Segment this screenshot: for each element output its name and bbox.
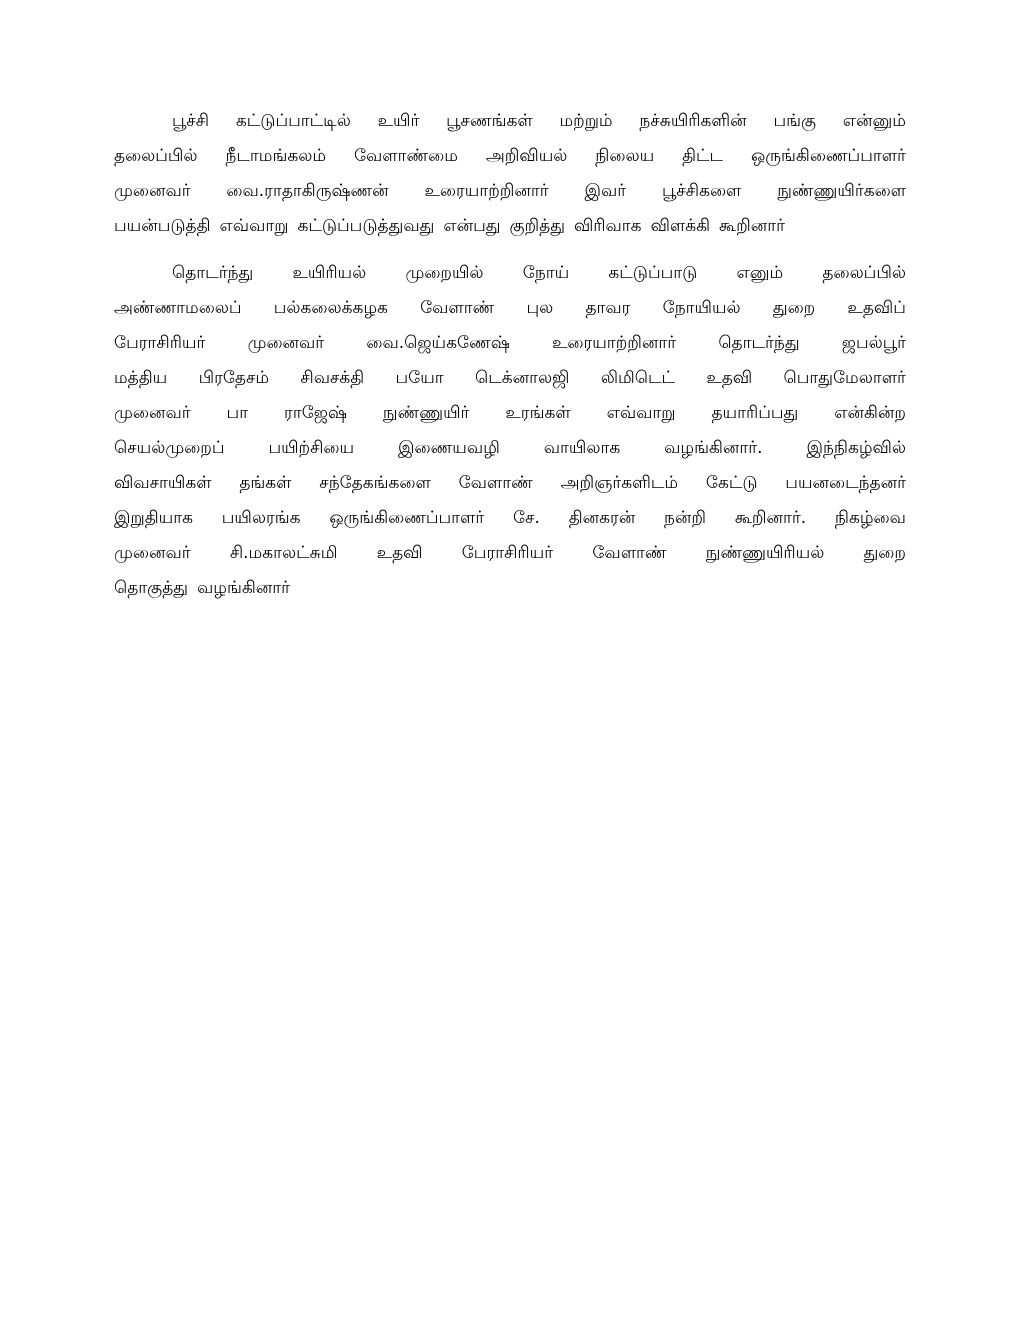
word: இந்நிகழ்வில் [806,438,906,458]
word: பொதுமேலாளர் [783,368,906,388]
word: அறிஞர்களிடம் [560,473,679,493]
word: வேளாண் [458,473,533,493]
word: முனைவர் [114,403,191,423]
word: நச்சுயிரிகளின் [639,111,747,131]
word: வழங்கினார் [197,578,291,598]
text-line [114,326,906,361]
word: தினகரன் [568,508,636,528]
word: துறை [863,543,906,563]
word: எவ்வாறு [219,216,289,236]
word: முறையில் [405,263,484,283]
word: மத்திய [114,368,168,388]
word: குறித்து [509,216,565,236]
word: நிலைய [595,146,655,166]
word: தலைப்பில் [114,146,198,166]
word: என்னும் [842,111,906,131]
text-line [114,571,906,606]
word: நீடாமங்கலம் [225,146,327,166]
word: கூறினார் [719,216,785,236]
word: உயிரியல் [292,263,367,283]
word: சந்தேகங்களை [319,473,431,493]
word: தலைப்பில் [822,263,906,283]
word: உதவி [706,368,753,388]
word: செயல்முறைப் [114,438,225,458]
word: ஒருங்கிணைப்பாளர் [751,146,906,166]
word: நன்றி [664,508,707,528]
word: பிரதேசம் [198,368,270,388]
text-line [114,256,906,291]
word: ஜபல்பூர் [841,333,906,353]
word: சே. [513,508,540,528]
document-page [114,104,906,618]
word: வேளாண் [420,298,495,318]
text-line [114,104,906,139]
word: வை.ராதாகிருஷ்ணன் [226,181,389,201]
word: பூச்சிகளை [661,181,742,201]
word: பயனடைந்தனர் [785,473,906,493]
word: தொடர்ந்து [718,333,800,353]
word: பயன்படுத்தி [114,216,211,236]
word: நுண்ணுயிர் [382,403,470,423]
paragraph [114,256,906,606]
word: வழங்கினார். [664,438,763,458]
word: உரையாற்றினார் [551,333,677,353]
word: திட்ட [682,146,724,166]
text-line [114,536,906,571]
paragraph [114,104,906,244]
word: உயிர் [377,111,420,131]
word: முனைவர் [114,181,191,201]
word: கேட்டு [705,473,758,493]
word: உதவி [376,543,423,563]
word: கட்டுப்படுத்துவது [297,216,435,236]
word: துறை [772,298,816,318]
word: நோய் [522,263,570,283]
word: விளக்கி [650,216,711,236]
text-line [114,291,906,326]
word: கட்டுப்பாட்டில் [235,111,351,131]
word: பேராசிரியர் [461,543,554,563]
word: பல்கலைக்கழக [273,298,388,318]
word: பூசணங்கள் [446,111,533,131]
text-line [114,361,906,396]
word: வேளாண் [592,543,667,563]
word: பூச்சி [172,111,210,131]
word: உதவிப் [847,298,906,318]
word: பேராசிரியர் [114,333,206,353]
word: பயிற்சியை [268,438,355,458]
text-line [114,396,906,431]
word: பயிலரங்க [221,508,301,528]
word: ஒருங்கிணைப்பாளர் [329,508,485,528]
word: எனும் [736,263,784,283]
text-line [114,466,906,501]
word: வேளாண்மை [353,146,458,166]
word: டெக்னாலஜி [474,368,570,388]
word: தொகுத்து [114,578,189,598]
text-line [114,209,906,244]
word: விரிவாக [573,216,642,236]
word: தங்கள் [239,473,292,493]
word: கூறினார். [734,508,807,528]
word: அண்ணாமலைப் [114,298,242,318]
word: பயோ [395,368,444,388]
word: இவர் [584,181,627,201]
word: வை.ஜெய்கணேஷ் [366,333,510,353]
word: பா [226,403,249,423]
word: நுண்ணுயிரியல் [705,543,825,563]
word: தாவர [585,298,631,318]
word: சி.மகாலட்சுமி [229,543,338,563]
word: சிவசக்தி [300,368,365,388]
word: கட்டுப்பாடு [608,263,698,283]
word: இணையவழி [398,438,500,458]
word: உரையாற்றினார் [424,181,549,201]
word: ராஜேஷ் [284,403,347,423]
text-line [114,501,906,536]
word: இறுதியாக [114,508,194,528]
word: உரங்கள் [505,403,571,423]
word: மற்றும் [559,111,613,131]
word: நுண்ணுயிர்களை [777,181,906,201]
word: லிமிடெட் [600,368,676,388]
word: புல [526,298,554,318]
word: தொடர்ந்து [172,263,254,283]
word: நோயியல் [662,298,741,318]
word: பங்கு [773,111,816,131]
word: விவசாயிகள் [114,473,212,493]
word: முனைவர் [114,543,191,563]
text-line [114,174,906,209]
word: எவ்வாறு [606,403,676,423]
word: அறிவியல் [485,146,568,166]
text-line [114,431,906,466]
text-line [114,139,906,174]
word: என்பது [443,216,501,236]
word: வாயிலாக [543,438,621,458]
word: முனைவர் [247,333,325,353]
word: என்கின்ற [834,403,906,423]
word: நிகழ்வை [834,508,906,528]
word: தயாரிப்பது [711,403,799,423]
